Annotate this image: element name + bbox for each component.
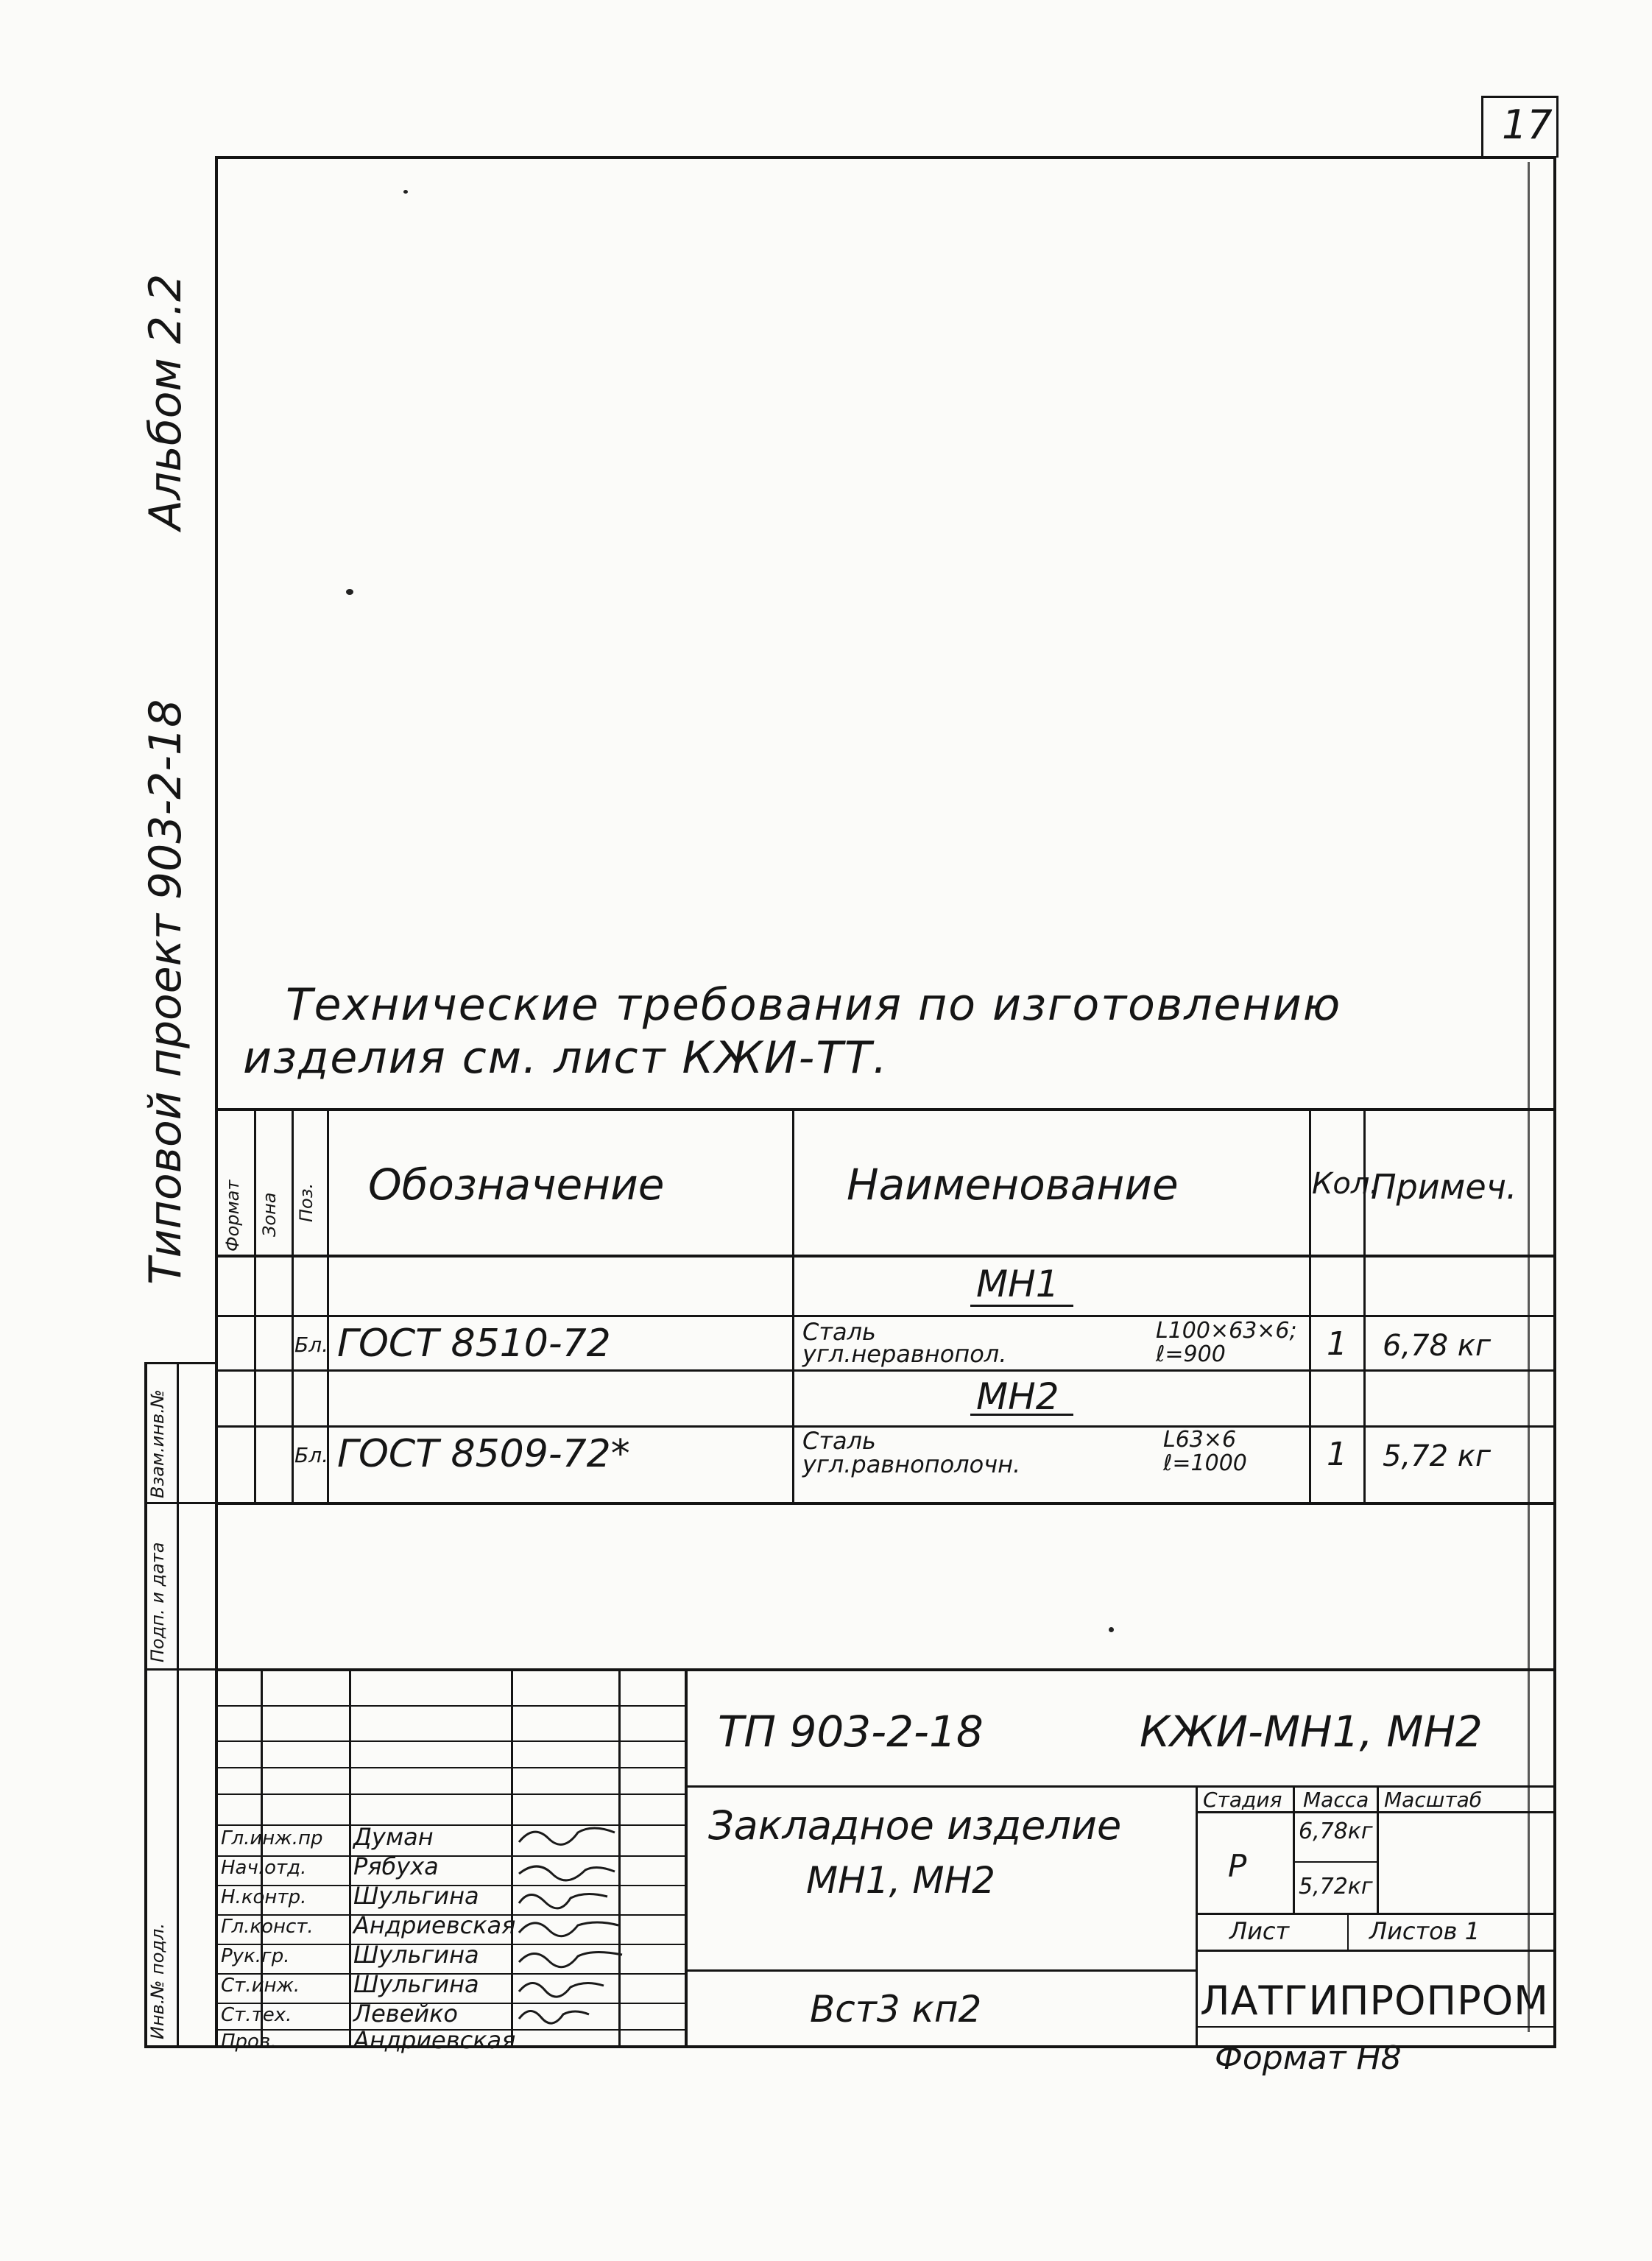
mn2-qty: 1 xyxy=(1327,1436,1347,1473)
requirements-line1: Технические требования по изготовлению xyxy=(286,979,1342,1031)
item-name-line1: Закладное изделие xyxy=(708,1802,1122,1849)
podp-data-label: Подп. и дата xyxy=(147,1542,168,1662)
role-row-7: Ст.тех. xyxy=(221,2004,292,2026)
speck-mark xyxy=(1109,1627,1114,1632)
header-designation: Обозначение xyxy=(368,1160,665,1210)
role-row-3: Н.контр. xyxy=(221,1886,307,1908)
mass-value-2: 5,72кг xyxy=(1299,1874,1373,1900)
mn1-qty: 1 xyxy=(1327,1325,1347,1363)
mn1-label: МН1 xyxy=(976,1263,1059,1305)
header-name: Наименование xyxy=(847,1160,1179,1210)
header-pos: Поз. xyxy=(296,1182,317,1222)
header-format: Формат xyxy=(222,1179,243,1252)
name-row-6: Шульгина xyxy=(353,1970,479,1998)
role-row-6: Ст.инж. xyxy=(221,1975,300,1997)
format-label: Формат Н8 xyxy=(1215,2039,1402,2077)
role-row-5: Рук.гр. xyxy=(221,1945,290,1967)
name-row-7: Левейко xyxy=(353,2000,458,2028)
mn2-label: МН2 xyxy=(976,1375,1059,1418)
requirements-line2: изделия см. лист КЖИ-ТТ. xyxy=(243,1032,889,1084)
organization: ЛАТГИПРОПРОМ xyxy=(1200,1978,1549,2024)
speck-mark xyxy=(403,190,408,194)
mn1-name-line2: угл.неравнопол. xyxy=(802,1340,1007,1368)
project-label: Типовой проект 903-2-18 xyxy=(140,699,191,1285)
mn1-length: ℓ=900 xyxy=(1156,1341,1226,1367)
item-name-line2: МН1, МН2 xyxy=(806,1859,995,1902)
sheet-label: Лист xyxy=(1229,1917,1290,1945)
mn2-note: 5,72 кг xyxy=(1383,1439,1491,1473)
name-row-1: Думан xyxy=(353,1823,434,1851)
mn2-name-line2: угл.равнополочн. xyxy=(802,1450,1021,1478)
stage-label: Стадия xyxy=(1203,1788,1282,1812)
mn2-profile: L63×6 xyxy=(1163,1427,1237,1453)
name-row-5: Шульгина xyxy=(353,1941,479,1969)
mn1-profile: L100×63×6; xyxy=(1156,1318,1297,1344)
scale-label: Масштаб xyxy=(1384,1788,1483,1812)
mn2-name-line1: Сталь xyxy=(802,1427,876,1455)
header-zone: Зона xyxy=(259,1192,280,1237)
role-row-4: Гл.конст. xyxy=(221,1916,314,1938)
mn1-name-line1: Сталь xyxy=(802,1318,876,1346)
vzam-inv-label: Взам.инв.№ xyxy=(147,1389,168,1498)
mn1-note: 6,78 кг xyxy=(1383,1329,1491,1363)
name-row-2: Рябуха xyxy=(353,1852,439,1880)
mn2-format: Бл. xyxy=(294,1443,329,1467)
mn1-designation: ГОСТ 8510-72 xyxy=(337,1322,611,1366)
role-row-2: Нач.отд. xyxy=(221,1857,307,1879)
role-row-1: Гл.инж.пр xyxy=(221,1827,323,1849)
role-row-8: Пров. xyxy=(221,2031,277,2053)
header-qty: Кол. xyxy=(1312,1167,1380,1201)
name-row-4: Андриевская xyxy=(353,1911,516,1939)
mn1-format: Бл. xyxy=(294,1333,329,1357)
header-note: Примеч. xyxy=(1371,1167,1517,1207)
sheets-label: Листов 1 xyxy=(1369,1917,1480,1945)
mn2-designation: ГОСТ 8509-72* xyxy=(337,1432,630,1476)
inv-podl-label: Инв.№ подл. xyxy=(147,1923,168,2039)
stage-value: Р xyxy=(1228,1848,1247,1884)
album-label: Альбом 2.2 xyxy=(140,273,191,530)
name-row-8: Андриевская xyxy=(353,2026,516,2054)
project-code: ТП 903-2-18 xyxy=(718,1707,984,1757)
name-row-3: Шульгина xyxy=(353,1882,479,1910)
sheet-number: 17 xyxy=(1502,102,1553,148)
doc-code: КЖИ-МН1, МН2 xyxy=(1140,1707,1483,1757)
material: Вст3 кп2 xyxy=(810,1988,982,2031)
mn2-length: ℓ=1000 xyxy=(1163,1450,1247,1476)
mass-value-1: 6,78кг xyxy=(1299,1819,1373,1844)
mass-label: Масса xyxy=(1303,1788,1369,1812)
speck-mark xyxy=(346,589,353,595)
